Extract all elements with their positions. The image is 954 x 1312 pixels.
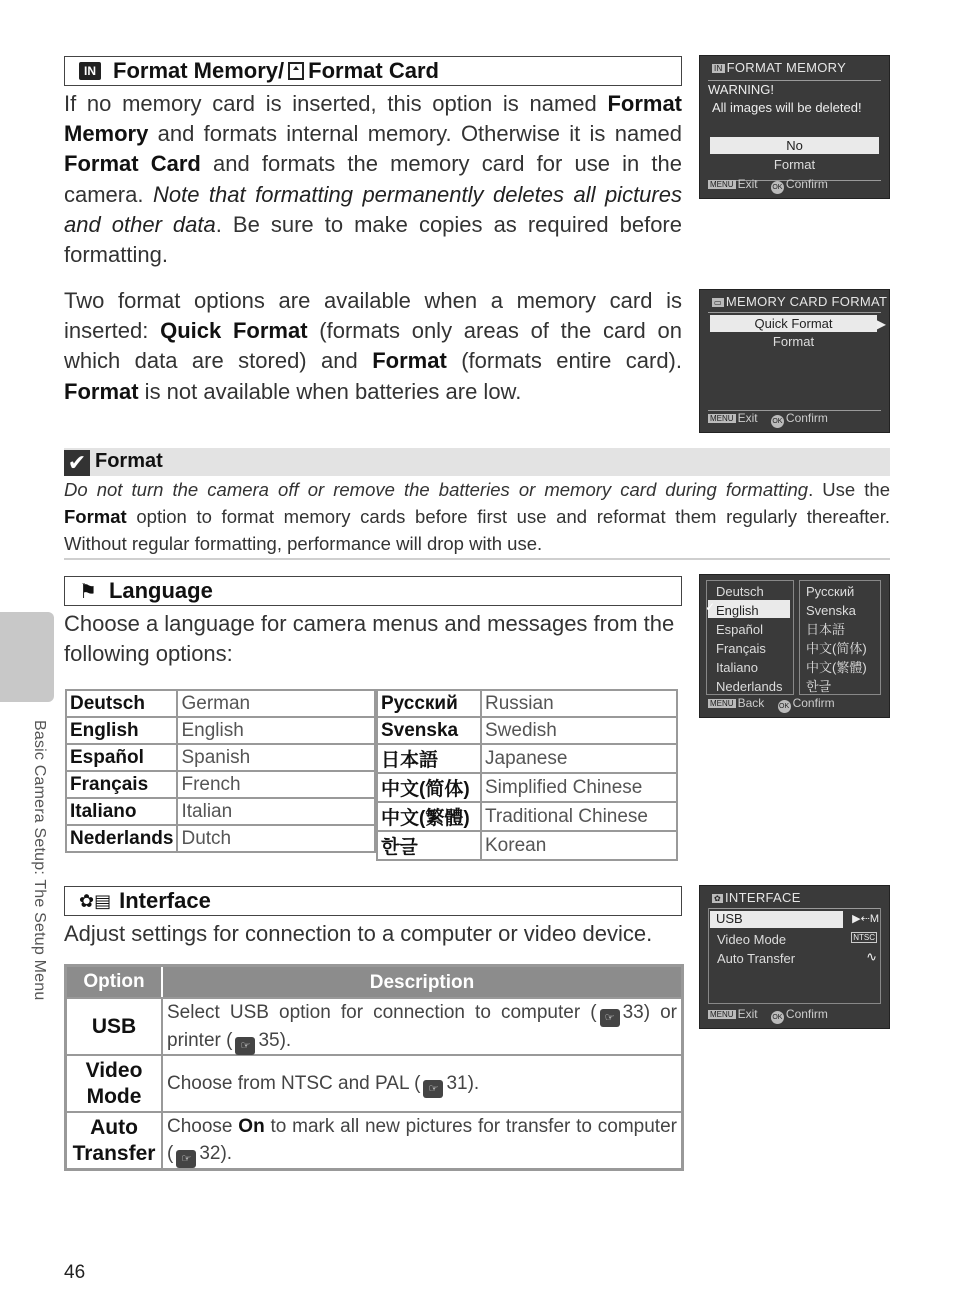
table-row <box>66 744 375 771</box>
screen-title <box>712 60 846 75</box>
page-number: 46 <box>64 1262 86 1283</box>
caution-title: Format <box>95 450 163 472</box>
ok-button-icon: OK <box>771 181 784 194</box>
text: to mark all new pictures for transfer to computer ( <box>167 1116 677 1164</box>
menu-item[interactable]: Auto Transfer <box>717 951 796 966</box>
language-list-2 <box>806 582 867 696</box>
page-ref: 33 <box>622 1001 644 1023</box>
screen-title-text: FORMAT MEMORY <box>726 60 847 75</box>
table-row <box>67 1111 681 1168</box>
native-name: Italiano <box>66 798 177 825</box>
format-heading <box>64 56 682 86</box>
option-quick-format[interactable]: Quick Format <box>710 315 877 332</box>
screen-title-text: INTERFACE <box>725 890 801 905</box>
native-name: 日本語 <box>377 744 481 773</box>
menu-button-icon: MENU <box>710 1010 734 1019</box>
table-row <box>66 717 375 744</box>
english-name: French <box>177 771 375 798</box>
native-name: 中文(繁體) <box>377 802 481 831</box>
text: ). <box>467 1072 480 1094</box>
option-name: Auto Transfer <box>67 1113 163 1168</box>
confirm-label: Confirm <box>792 696 835 710</box>
bold-text: Format <box>64 378 139 404</box>
text: If no memory card is inserted, this option is named <box>64 91 608 116</box>
page-reference-icon: ☞ <box>176 1150 196 1168</box>
screen-footer <box>708 696 835 713</box>
table-row <box>377 773 677 802</box>
english-name: Italian <box>177 798 375 825</box>
table-row <box>67 1054 681 1111</box>
memory-card-icon: ▭ <box>714 298 722 307</box>
checkmark-icon: ✔ <box>64 450 90 476</box>
memory-card-icon <box>288 62 304 80</box>
text: . Be sure to make copies as required before formatting. <box>64 211 682 268</box>
language-heading-text: Language <box>108 578 213 603</box>
format-memory-screen <box>699 55 890 199</box>
language-list-1 <box>716 582 783 696</box>
interface-table <box>64 964 684 1171</box>
confirm-label: Confirm <box>785 177 828 191</box>
language-option[interactable]: Italiano <box>716 660 758 675</box>
usb-icon: ▶⇠M <box>852 913 879 925</box>
exit-label: Exit <box>737 411 758 425</box>
caution-bar <box>64 448 890 476</box>
english-name: Spanish <box>177 744 375 771</box>
text: Choose from NTSC and PAL ( <box>167 1072 421 1094</box>
text: option to format memory cards before first use and reformat them regularly thereafter. Without regular formatting, performance will drop with use. <box>64 506 890 554</box>
text: is not available when batteries are low. <box>138 378 522 404</box>
option-name: USB <box>67 999 163 1054</box>
english-name: German <box>177 690 375 717</box>
divider <box>64 558 890 560</box>
table-row <box>66 690 375 717</box>
text: Choose <box>167 1116 239 1137</box>
page-reference-icon: ☞ <box>423 1080 443 1098</box>
ok-button-icon: OK <box>778 700 791 713</box>
table-row <box>377 717 677 744</box>
screen-title <box>712 294 887 309</box>
option-description <box>163 1113 681 1168</box>
text: ) or printer ( <box>167 1001 678 1051</box>
table-row <box>377 831 677 860</box>
page-reference-icon: ☞ <box>600 1009 620 1027</box>
format-paragraph-2 <box>64 286 682 407</box>
interface-text: Adjust settings for connection to a computer or video device. <box>64 921 653 946</box>
bold-text: On <box>238 1116 265 1137</box>
confirm-label: Confirm <box>785 411 828 425</box>
screen-footer <box>708 1007 828 1024</box>
language-text: Choose a language for camera menus and messages from the following options: <box>64 611 675 667</box>
bold-text: Format Memory <box>64 91 682 147</box>
chapter-label: Basic Camera Setup: The Setup Menu <box>31 720 48 1001</box>
english-name: English <box>177 717 375 744</box>
check-icon: ✓ <box>705 600 716 614</box>
format-heading-a: Format Memory/ <box>113 58 285 83</box>
menu-item[interactable]: Video Mode <box>717 932 787 947</box>
internal-memory-icon: IN <box>79 62 101 80</box>
page-reference-icon: ☞ <box>235 1037 255 1055</box>
auto-transfer-icon: ∿ <box>866 949 877 964</box>
option-format[interactable]: Format <box>773 157 816 172</box>
option-description <box>163 1056 681 1111</box>
interface-screen <box>699 885 890 1029</box>
language-option[interactable]: 한글 <box>806 679 832 694</box>
english-name: Russian <box>481 690 677 717</box>
screen-footer <box>708 177 828 194</box>
option-description <box>163 999 681 1054</box>
language-option[interactable]: Deutsch <box>716 584 764 599</box>
table-row <box>377 744 677 773</box>
divider <box>708 80 881 81</box>
screen-title-text: MEMORY CARD FORMAT <box>725 294 888 309</box>
bold-text: Format <box>64 506 127 527</box>
native-name: Français <box>66 771 177 798</box>
table-row <box>67 997 681 1054</box>
english-name: Traditional Chinese <box>481 802 677 831</box>
screen-footer <box>708 411 828 428</box>
text: ). <box>220 1143 233 1164</box>
language-table-right <box>376 689 678 861</box>
native-name: 中文(简体) <box>377 773 481 802</box>
text: and formats internal memory. Otherwise it is named <box>148 121 682 147</box>
italic-text: Do not turn the camera off or remove the batteries or memory card during formatting <box>64 479 809 500</box>
bold-text: Format Card <box>64 151 201 177</box>
selected-item[interactable]: USB <box>710 911 843 928</box>
back-label: Back <box>737 696 765 710</box>
bold-text: Quick Format <box>160 318 308 344</box>
flag-icon: ⚑ <box>79 580 97 603</box>
table-row <box>66 771 375 798</box>
english-name: Dutch <box>177 825 375 852</box>
divider <box>708 312 881 313</box>
native-name: Русский <box>377 690 481 717</box>
exit-label: Exit <box>737 177 758 191</box>
text: (formats entire card). <box>446 348 682 374</box>
table-row <box>66 825 375 852</box>
warning-detail: All images will be deleted! <box>712 100 862 115</box>
bold-text: Format <box>372 348 447 374</box>
option-name: Video Mode <box>67 1056 163 1111</box>
language-heading <box>64 576 682 606</box>
confirm-label: Confirm <box>785 1007 828 1021</box>
warning-text: WARNING! <box>708 82 774 97</box>
internal-memory-icon: IN <box>714 64 723 73</box>
interface-heading-text: Interface <box>119 888 211 913</box>
text: (formats only areas of the card on which data are stored) and <box>64 318 682 374</box>
language-option[interactable]: 中文(繁體) <box>806 660 867 675</box>
interface-list <box>717 930 795 968</box>
option-format[interactable]: Format <box>772 334 815 349</box>
language-option[interactable]: 中文(简体) <box>806 641 867 656</box>
page-ref: 31 <box>446 1072 468 1094</box>
format-paragraph-1 <box>64 89 682 270</box>
interface-heading <box>64 886 682 916</box>
chapter-tab <box>0 612 54 702</box>
english-name: Simplified Chinese <box>481 773 677 802</box>
table-row <box>377 802 677 831</box>
table-row <box>66 798 375 825</box>
header-description: Description <box>369 971 475 993</box>
caution-text <box>64 476 890 557</box>
table-row <box>377 690 677 717</box>
english-name: Korean <box>481 831 677 860</box>
menu-button-icon: MENU <box>710 699 734 708</box>
text: and formats the memory card for use in the camera. <box>64 151 682 207</box>
right-arrow-icon: ▶ <box>876 317 886 331</box>
ntsc-icon: NTSC <box>853 933 875 942</box>
text: Two format options are available when a memory card is inserted: <box>64 288 682 344</box>
language-screen <box>699 574 890 718</box>
language-option[interactable]: Русский <box>806 584 855 599</box>
interface-icon: ✿ <box>714 894 722 903</box>
english-name: Japanese <box>481 744 677 773</box>
screen-title <box>712 890 801 905</box>
text: . Use the <box>808 479 890 500</box>
option-no[interactable]: No <box>710 137 879 154</box>
language-option[interactable]: Français <box>716 641 766 656</box>
format-heading-b: Format Card <box>308 58 439 83</box>
interface-icon: ✿▤ <box>79 890 112 911</box>
language-option[interactable]: Español <box>716 622 763 637</box>
header-option: Option <box>67 967 163 997</box>
native-name: Nederlands <box>66 825 177 852</box>
text: ). <box>279 1029 292 1051</box>
language-option[interactable]: Nederlands <box>716 679 783 694</box>
ok-button-icon: OK <box>771 415 784 428</box>
language-option[interactable]: English <box>716 603 759 618</box>
native-name: English <box>66 717 177 744</box>
menu-button-icon: MENU <box>710 180 734 189</box>
native-name: Deutsch <box>66 690 177 717</box>
native-name: 한글 <box>377 831 481 860</box>
english-name: Swedish <box>481 717 677 744</box>
page-ref: 32 <box>199 1143 221 1164</box>
language-option[interactable]: 日本語 <box>806 622 846 637</box>
language-option[interactable]: Svenska <box>806 603 856 618</box>
native-name: Svenska <box>377 717 481 744</box>
menu-button-icon: MENU <box>710 414 734 423</box>
native-name: Español <box>66 744 177 771</box>
italic-text: Note that formatting permanently deletes all pictures and other data <box>64 181 682 237</box>
ok-button-icon: OK <box>771 1011 784 1024</box>
language-table-left <box>65 689 376 853</box>
page-ref: 35 <box>258 1029 280 1051</box>
memory-card-format-screen <box>699 289 890 433</box>
table-header <box>67 967 681 997</box>
exit-label: Exit <box>737 1007 758 1021</box>
text: Select USB option for connection to computer ( <box>167 1001 597 1023</box>
